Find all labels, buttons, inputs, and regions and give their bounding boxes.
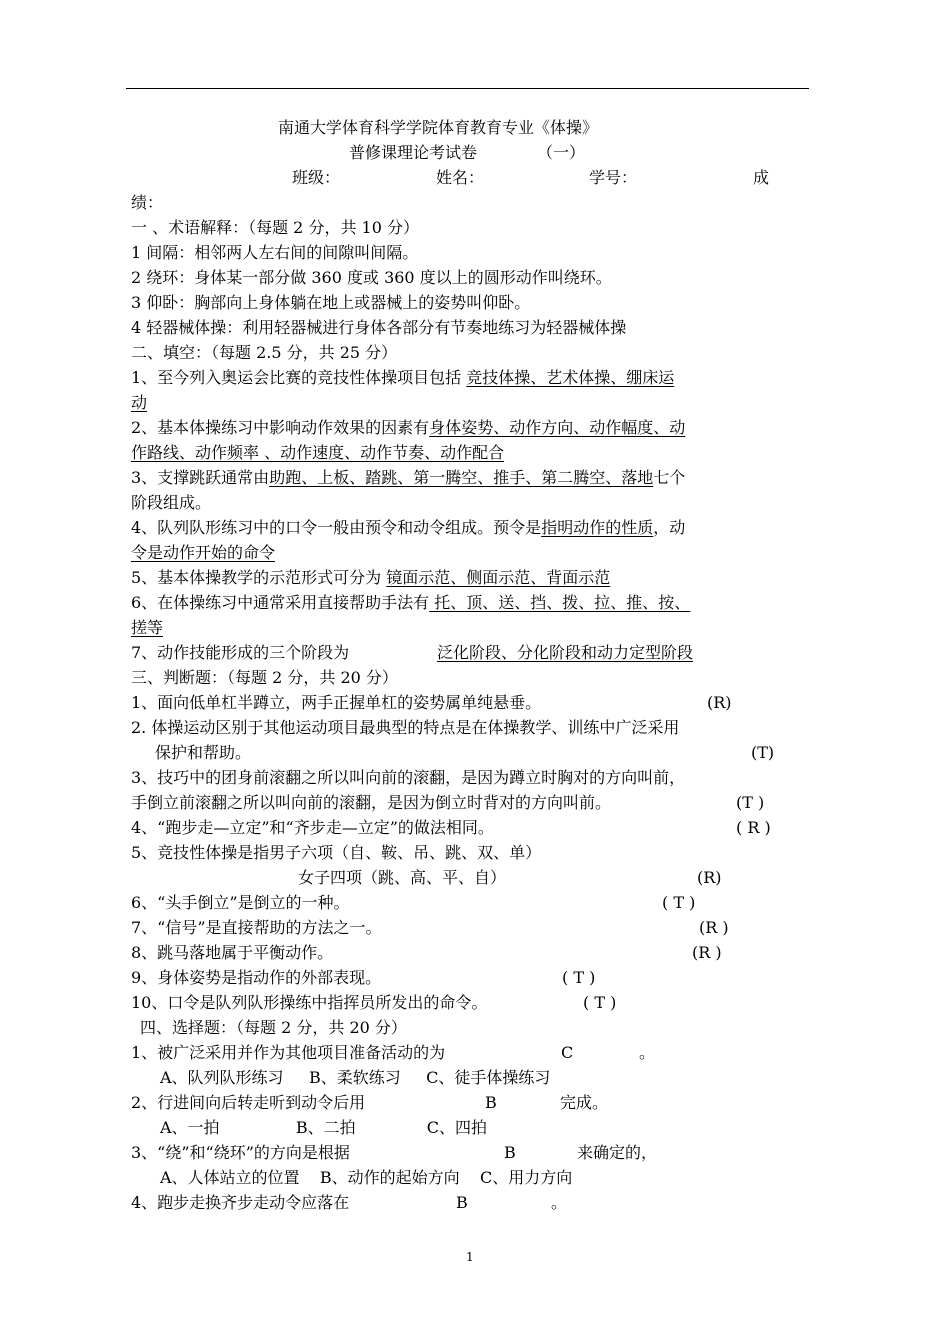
s3-a2: (T) xyxy=(751,743,775,762)
s2-q4-answer-cont: 令是动作开始的命令 xyxy=(131,543,276,562)
s2-q1-answer-cont: 动 xyxy=(131,393,148,412)
s4-q2-end: 完成。 xyxy=(560,1093,609,1112)
s3-a3: (T ) xyxy=(736,793,765,812)
exam-title: 南通大学体育科学学院体育教育专业《体操》 xyxy=(278,118,599,137)
s2-q6 xyxy=(131,593,690,613)
s2-q2-answer: 身体姿势、动作方向、动作幅度、动 xyxy=(429,418,686,437)
s4-q3-options: A、人体站立的位置 B、动作的起始方向 C、用力方向 xyxy=(160,1168,573,1187)
s4-q1-end: 。 xyxy=(639,1043,656,1062)
s4-q4: 4、跑步走换齐步走动令应落在 xyxy=(131,1193,350,1212)
s3-a5: (R) xyxy=(697,868,722,887)
s2-q7 xyxy=(131,643,349,663)
s4-q3-end: 来确定的， xyxy=(577,1143,658,1162)
score-label: 成 xyxy=(753,168,770,187)
class-label: 班级： xyxy=(292,168,341,187)
s2-q6-text: 6、在体操练习中通常采用直接帮助手法有 xyxy=(131,593,430,612)
s3-q9: 9、身体姿势是指动作的外部表现。 xyxy=(131,968,382,987)
s2-q2-text: 2、基本体操练习中影响动作效果的因素有 xyxy=(131,418,430,437)
s3-q3: 3、技巧中的团身前滚翻之所以叫向前的滚翻，是因为蹲立时胸对的方向叫前， xyxy=(131,768,686,787)
s2-q2-cont xyxy=(131,443,504,463)
s4-q3: 3、“绕”和“绕环”的方向是根据 xyxy=(131,1143,350,1162)
s4-q2: 2、行进间向后转走听到动令后用 xyxy=(131,1093,366,1112)
s2-q1 xyxy=(131,368,674,388)
s2-q5 xyxy=(131,568,610,588)
s2-q6-answer-cont: 搓等 xyxy=(131,618,164,637)
s3-a10: ( T ) xyxy=(583,993,617,1012)
s2-q5-answer: 镜面示范、侧面示范、背面示范 xyxy=(386,568,611,587)
s4-q1: 1、被广泛采用并作为其他项目准备活动的为 xyxy=(131,1043,446,1062)
s2-q1-answer: 竞技体操、艺术体操、绷床运 xyxy=(466,368,675,387)
s3-a4: ( R ) xyxy=(736,818,771,837)
s3-q5: 5、竞技性体操是指男子六项（自、鞍、吊、跳、双、单） xyxy=(131,843,542,862)
section-4-heading: 四、选择题：（每题 2 分，共 20 分） xyxy=(140,1018,407,1037)
s2-q7-answer: 泛化阶段、分化阶段和动力定型阶段 xyxy=(437,643,694,662)
s2-q3-text: 3、支撑跳跃通常由 xyxy=(131,468,270,487)
name-label: 姓名： xyxy=(436,168,485,187)
s2-q2-answer-cont: 作路线、动作频率 、动作速度、动作节奏、动作配合 xyxy=(131,443,505,462)
s4-a4: B xyxy=(456,1193,468,1212)
s3-q8: 8、跳马落地属于平衡动作。 xyxy=(131,943,334,962)
s2-q3-tail: 七个 xyxy=(653,468,686,487)
s3-a8: (R ) xyxy=(692,943,722,962)
exam-subtitle: 普修课理论考试卷 xyxy=(349,143,478,162)
s2-q6-answer: 托、顶、送、挡、拨、拉、推、按、 xyxy=(429,593,691,612)
s2-q4-text: 4、队列队形练习中的口令一般由预令和动令组成。预令是 xyxy=(131,518,542,537)
s4-a2: B xyxy=(485,1093,497,1112)
s3-q2-cont: 保护和帮助。 xyxy=(155,743,252,762)
s2-q4-mid: ，动 xyxy=(653,518,686,537)
s2-q4-cont xyxy=(131,543,275,563)
page-number: 1 xyxy=(466,1250,474,1264)
s1-q1: 1 间隔：相邻两人左右间的间隙叫间隔。 xyxy=(131,243,419,262)
s3-a9: ( T ) xyxy=(562,968,596,987)
s4-a3: B xyxy=(504,1143,516,1162)
section-1-heading: 一 、术语解释：（每题 2 分，共 10 分） xyxy=(131,218,419,237)
s2-q1-text: 1、至今列入奥运会比赛的竞技性体操项目包括 xyxy=(131,368,467,387)
s2-q2 xyxy=(131,418,685,438)
s3-q4: 4、“跑步走—立定”和“齐步走—立定”的做法相同。 xyxy=(131,818,494,837)
s3-q3-cont: 手倒立前滚翻之所以叫向前的滚翻，是因为倒立时背对的方向叫前。 xyxy=(131,793,612,812)
section-3-heading: 三、判断题：（每题 2 分，共 20 分） xyxy=(131,668,398,687)
s2-q5-text: 5、基本体操教学的示范形式可分为 xyxy=(131,568,387,587)
s2-q3-cont: 阶段组成。 xyxy=(131,493,212,512)
s2-q7-text: 7、动作技能形成的三个阶段为 xyxy=(131,643,350,662)
header-rule xyxy=(126,88,809,89)
s3-a6: ( T ) xyxy=(662,893,696,912)
paper-number: （一） xyxy=(537,143,586,162)
s1-q2: 2 绕环：身体某一部分做 360 度或 360 度以上的圆形动作叫绕环。 xyxy=(131,268,612,287)
s3-q1: 1、面向低单杠半蹲立，两手正握单杠的姿势属单纯悬垂。 xyxy=(131,693,542,712)
s3-q10: 10、口令是队列队形操练中指挥员所发出的命令。 xyxy=(131,993,488,1012)
s3-a7: (R ) xyxy=(699,918,729,937)
s4-q1-options: A、队列队形练习 B、柔软练习 C、徒手体操练习 xyxy=(160,1068,551,1087)
s2-q4 xyxy=(131,518,685,538)
s3-q6: 6、“头手倒立”是倒立的一种。 xyxy=(131,893,350,912)
s1-q3: 3 仰卧：胸部向上身体躺在地上或器械上的姿势叫仰卧。 xyxy=(131,293,531,312)
s4-a1: C xyxy=(561,1043,574,1062)
s4-q4-end: 。 xyxy=(551,1193,568,1212)
s3-q5-cont: 女子四项（跳、高、平、自） xyxy=(298,868,507,887)
s3-q7: 7、“信号”是直接帮助的方法之一。 xyxy=(131,918,382,937)
s4-q2-options: A、一拍 B、二拍 C、四拍 xyxy=(160,1118,488,1137)
s2-q3-answer: 助跑、上板、踏跳、第一腾空、推手、第二腾空、落地 xyxy=(269,468,654,487)
section-2-heading: 二、填空：（每题 2.5 分，共 25 分） xyxy=(131,343,398,362)
s2-q3 xyxy=(131,468,685,488)
score-label-cont: 绩： xyxy=(131,193,164,212)
s3-q2: 2. 体操运动区别于其他运动项目最典型的特点是在体操教学、训练中广泛采用 xyxy=(131,718,680,737)
s3-a1: (R) xyxy=(707,693,732,712)
s2-q6-cont xyxy=(131,618,163,638)
s2-q4-answer: 指明动作的性质 xyxy=(541,518,654,537)
student-id-label: 学号： xyxy=(589,168,638,187)
s2-q1-cont xyxy=(131,393,147,413)
s1-q4: 4 轻器械体操：利用轻器械进行身体各部分有节奏地练习为轻器械体操 xyxy=(131,318,627,337)
